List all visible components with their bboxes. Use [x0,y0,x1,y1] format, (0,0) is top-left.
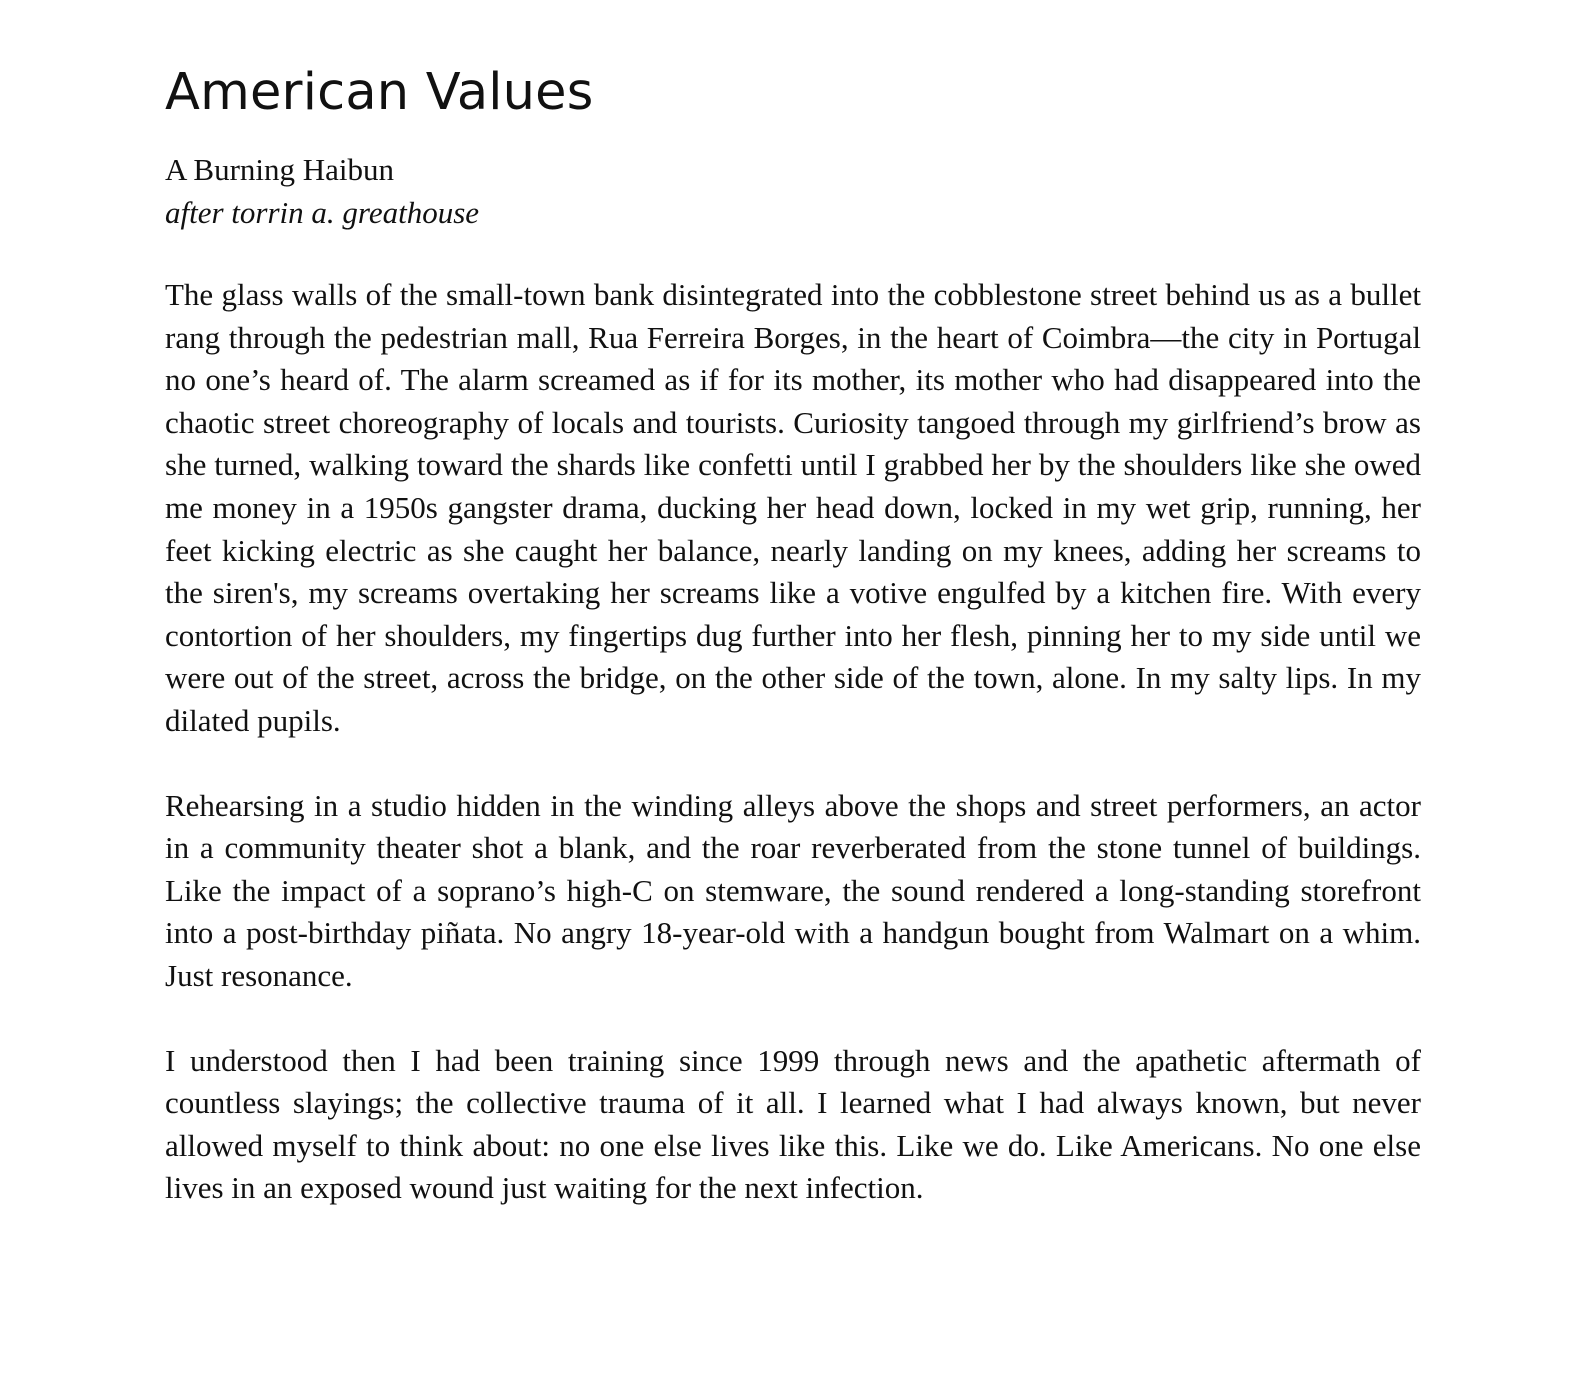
poem-page [165,60,1421,1210]
poem-subtitle: A Burning Haibun [165,152,395,187]
poem-paragraph-1: The glass walls of the small-town bank disintegrated into the cobblestone street behind us as a bullet rang through the pedestrian mall, Rua Ferreira Borges, in the heart of Coimbra—the city in Portugal no one’s heard of. The alarm screamed as if for its mother, its mother who had disappeared into the chaotic street choreography of locals and tourists. Curiosity tangoed through my girlfriend’s brow as she turned, walking toward the shards like confetti until I grabbed her by the shoulders like she owed me money in a 1950s gangster drama, ducking her head down, locked in my wet grip, running, her feet kicking electric as she caught her balance, nearly landing on my knees, adding her screams to the siren's, my screams overtaking her screams like a votive engulfed by a kitchen fire. With every contortion of her shoulders, my fingertips dug further into her flesh, pinning her to my side until we were out of the street, across the bridge, on the other side of the town, alone. In my salty lips. In my dilated pupils. [165,277,1421,738]
poem-dedication: after torrin a. greathouse [165,195,480,230]
poem-title: American Values [165,63,594,122]
poem-paragraph-2: Rehearsing in a studio hidden in the winding alleys above the shops and street performers, an actor in a community theater shot a blank, and the roar reverberated from the stone tunnel of buildings. Like the impact of a soprano’s high-C on stemware, the sound rendered a long-standing storefront into a post-birthday piñata. No angry 18-year-old with a handgun bought from Walmart on a whim. Just resonance. [165,787,1421,993]
poem-paragraph-3: I understood then I had been training since 1999 through news and the apathetic aftermath of countless slayings; the collective trauma of it all. I learned what I had always known, but never allowed myself to think about: no one else lives like this. Like we do. Like Americans. No one else lives in an exposed wound just waiting for the next infection. [165,1042,1421,1206]
